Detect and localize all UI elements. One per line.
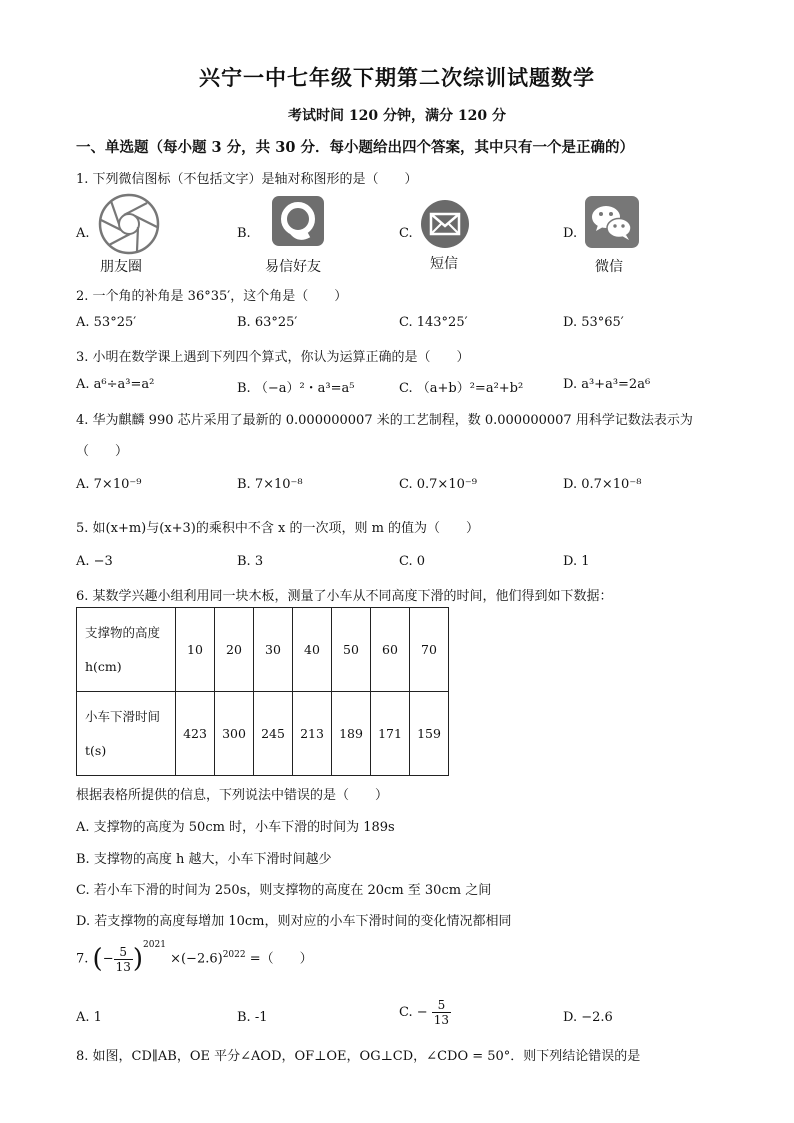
exam-subtitle: 考试时间 120 分钟，满分 120 分: [288, 108, 506, 124]
table-cell: 70: [410, 608, 449, 692]
table-cell: 213: [293, 692, 332, 776]
table-cell: 245: [254, 692, 293, 776]
q3-option-a: A. a⁶÷a³=a²: [76, 377, 155, 392]
camera-aperture-icon: [84, 193, 174, 259]
q1-option-c-label: C.: [399, 226, 413, 241]
question-3: 3. 小明在数学课上遇到下列四个算式，你认为运算正确的是（ ）: [76, 350, 470, 365]
table-cell: 189: [332, 692, 371, 776]
question-7: 7. (− $\frac{5}{13}$ )$^{2021} \times(-2.6)^{2022}$ =（ ）: [76, 940, 313, 974]
q6-option-d: D. 若支撑物的高度每增加 10cm，则对应的小车下滑时间的变化情况都相同: [76, 914, 512, 929]
q3-option-b: B. （−a）²・a³=a⁵: [237, 381, 355, 396]
table-cell: 10: [176, 608, 215, 692]
q5-option-a: A. −3: [76, 554, 113, 569]
q1-option-d-label: D.: [563, 226, 578, 241]
question-4-blank: （ ）: [76, 444, 129, 459]
q4-option-a: A. 7×10⁻⁹: [76, 477, 142, 492]
table-cell: 30: [254, 608, 293, 692]
table-row: [77, 692, 449, 776]
table-cell: 423: [176, 692, 215, 776]
question-8: 8. 如图，CD∥AB，OE 平分∠AOD，OF⊥OE，OG⊥CD，∠CDO = 50°．则下列结论错误的是: [76, 1049, 641, 1064]
q5-option-c: C. 0: [399, 554, 426, 569]
q1-caption-c: 短信: [430, 256, 458, 272]
question-6-prompt: 根据表格所提供的信息，下列说法中错误的是（ ）: [76, 788, 389, 803]
q6-option-a: A. 支撑物的高度为 50cm 时，小车下滑的时间为 189s: [76, 820, 395, 835]
q6-option-b: B. 支撑物的高度 h 越大，小车下滑时间越少: [76, 852, 332, 867]
question-6: 6. 某数学兴趣小组利用同一块木板，测量了小车从不同高度下滑的时间，他们得到如下数据：: [76, 589, 613, 604]
q2-option-a: A. 53°25′: [76, 315, 137, 330]
table-cell: 171: [371, 692, 410, 776]
q4-option-d: D. 0.7×10⁻⁸: [563, 477, 642, 492]
table-cell: 20: [215, 608, 254, 692]
q4-option-c: C. 0.7×10⁻⁹: [399, 477, 477, 492]
table-cell: 50: [332, 608, 371, 692]
fraction: $\frac{5}{13}$: [433, 998, 450, 1027]
table-row: [77, 608, 449, 692]
data-table: [76, 607, 449, 776]
q3-option-d: D. a³+a³=2a⁶: [563, 377, 651, 392]
q1-option-b-label: B.: [237, 226, 251, 241]
table-cell: 60: [371, 608, 410, 692]
q2-option-b: B. 63°25′: [237, 315, 298, 330]
table-cell: 300: [215, 692, 254, 776]
envelope-icon: [400, 198, 490, 254]
q5-option-b: B. 3: [237, 554, 264, 569]
q7-option-d: D. −2.6: [563, 1010, 613, 1025]
table-cell: 40: [293, 608, 332, 692]
q2-option-c: C. 143°25′: [399, 315, 468, 330]
q1-caption-a: 朋友圈: [100, 259, 142, 275]
q1-option-a-label: A.: [76, 226, 90, 241]
q1-caption-d: 微信: [595, 259, 623, 275]
q4-option-b: B. 7×10⁻⁸: [237, 477, 303, 492]
q3-option-c: C. （a+b）²=a²+b²: [399, 381, 524, 396]
q7-option-c: C. − $\frac{5}{13}$: [399, 998, 450, 1027]
q2-option-d: D. 53°65′: [563, 315, 624, 330]
yixin-logo-icon: [253, 195, 343, 251]
fraction: $\frac{5}{13}$: [115, 944, 131, 974]
q5-option-d: D. 1: [563, 554, 590, 569]
q6-option-c: C. 若小车下滑的时间为 250s，则支撑物的高度在 20cm 至 30cm 之间: [76, 883, 492, 898]
table-header-time: 小车下滑时间 t(s): [77, 692, 176, 776]
table-cell: 159: [410, 692, 449, 776]
wechat-logo-icon: [567, 195, 657, 253]
page-title: 兴宁一中七年级下期第二次综训试题数学: [199, 65, 595, 90]
table-header-height: 支撑物的高度 h(cm): [77, 608, 176, 692]
section-heading: 一、单选题（每小题 3 分，共 30 分．每小题给出四个答案，其中只有一个是正确的）: [76, 139, 634, 156]
question-1: 1. 下列微信图标（不包括文字）是轴对称图形的是（ ）: [76, 172, 418, 187]
q7-option-b: B. -1: [237, 1010, 268, 1025]
question-5: 5. 如(x+m)与(x+3)的乘积中不含 x 的一次项，则 m 的值为（ ）: [76, 521, 480, 536]
q1-caption-b: 易信好友: [265, 259, 321, 275]
question-2: 2. 一个角的补角是 36°35′，这个角是（ ）: [76, 289, 348, 304]
q7-option-a: A. 1: [76, 1010, 102, 1025]
question-4: 4. 华为麒麟 990 芯片采用了最新的 0.000000007 米的工艺制程，数 0.000000007 用科学记数法表示为: [76, 413, 693, 428]
